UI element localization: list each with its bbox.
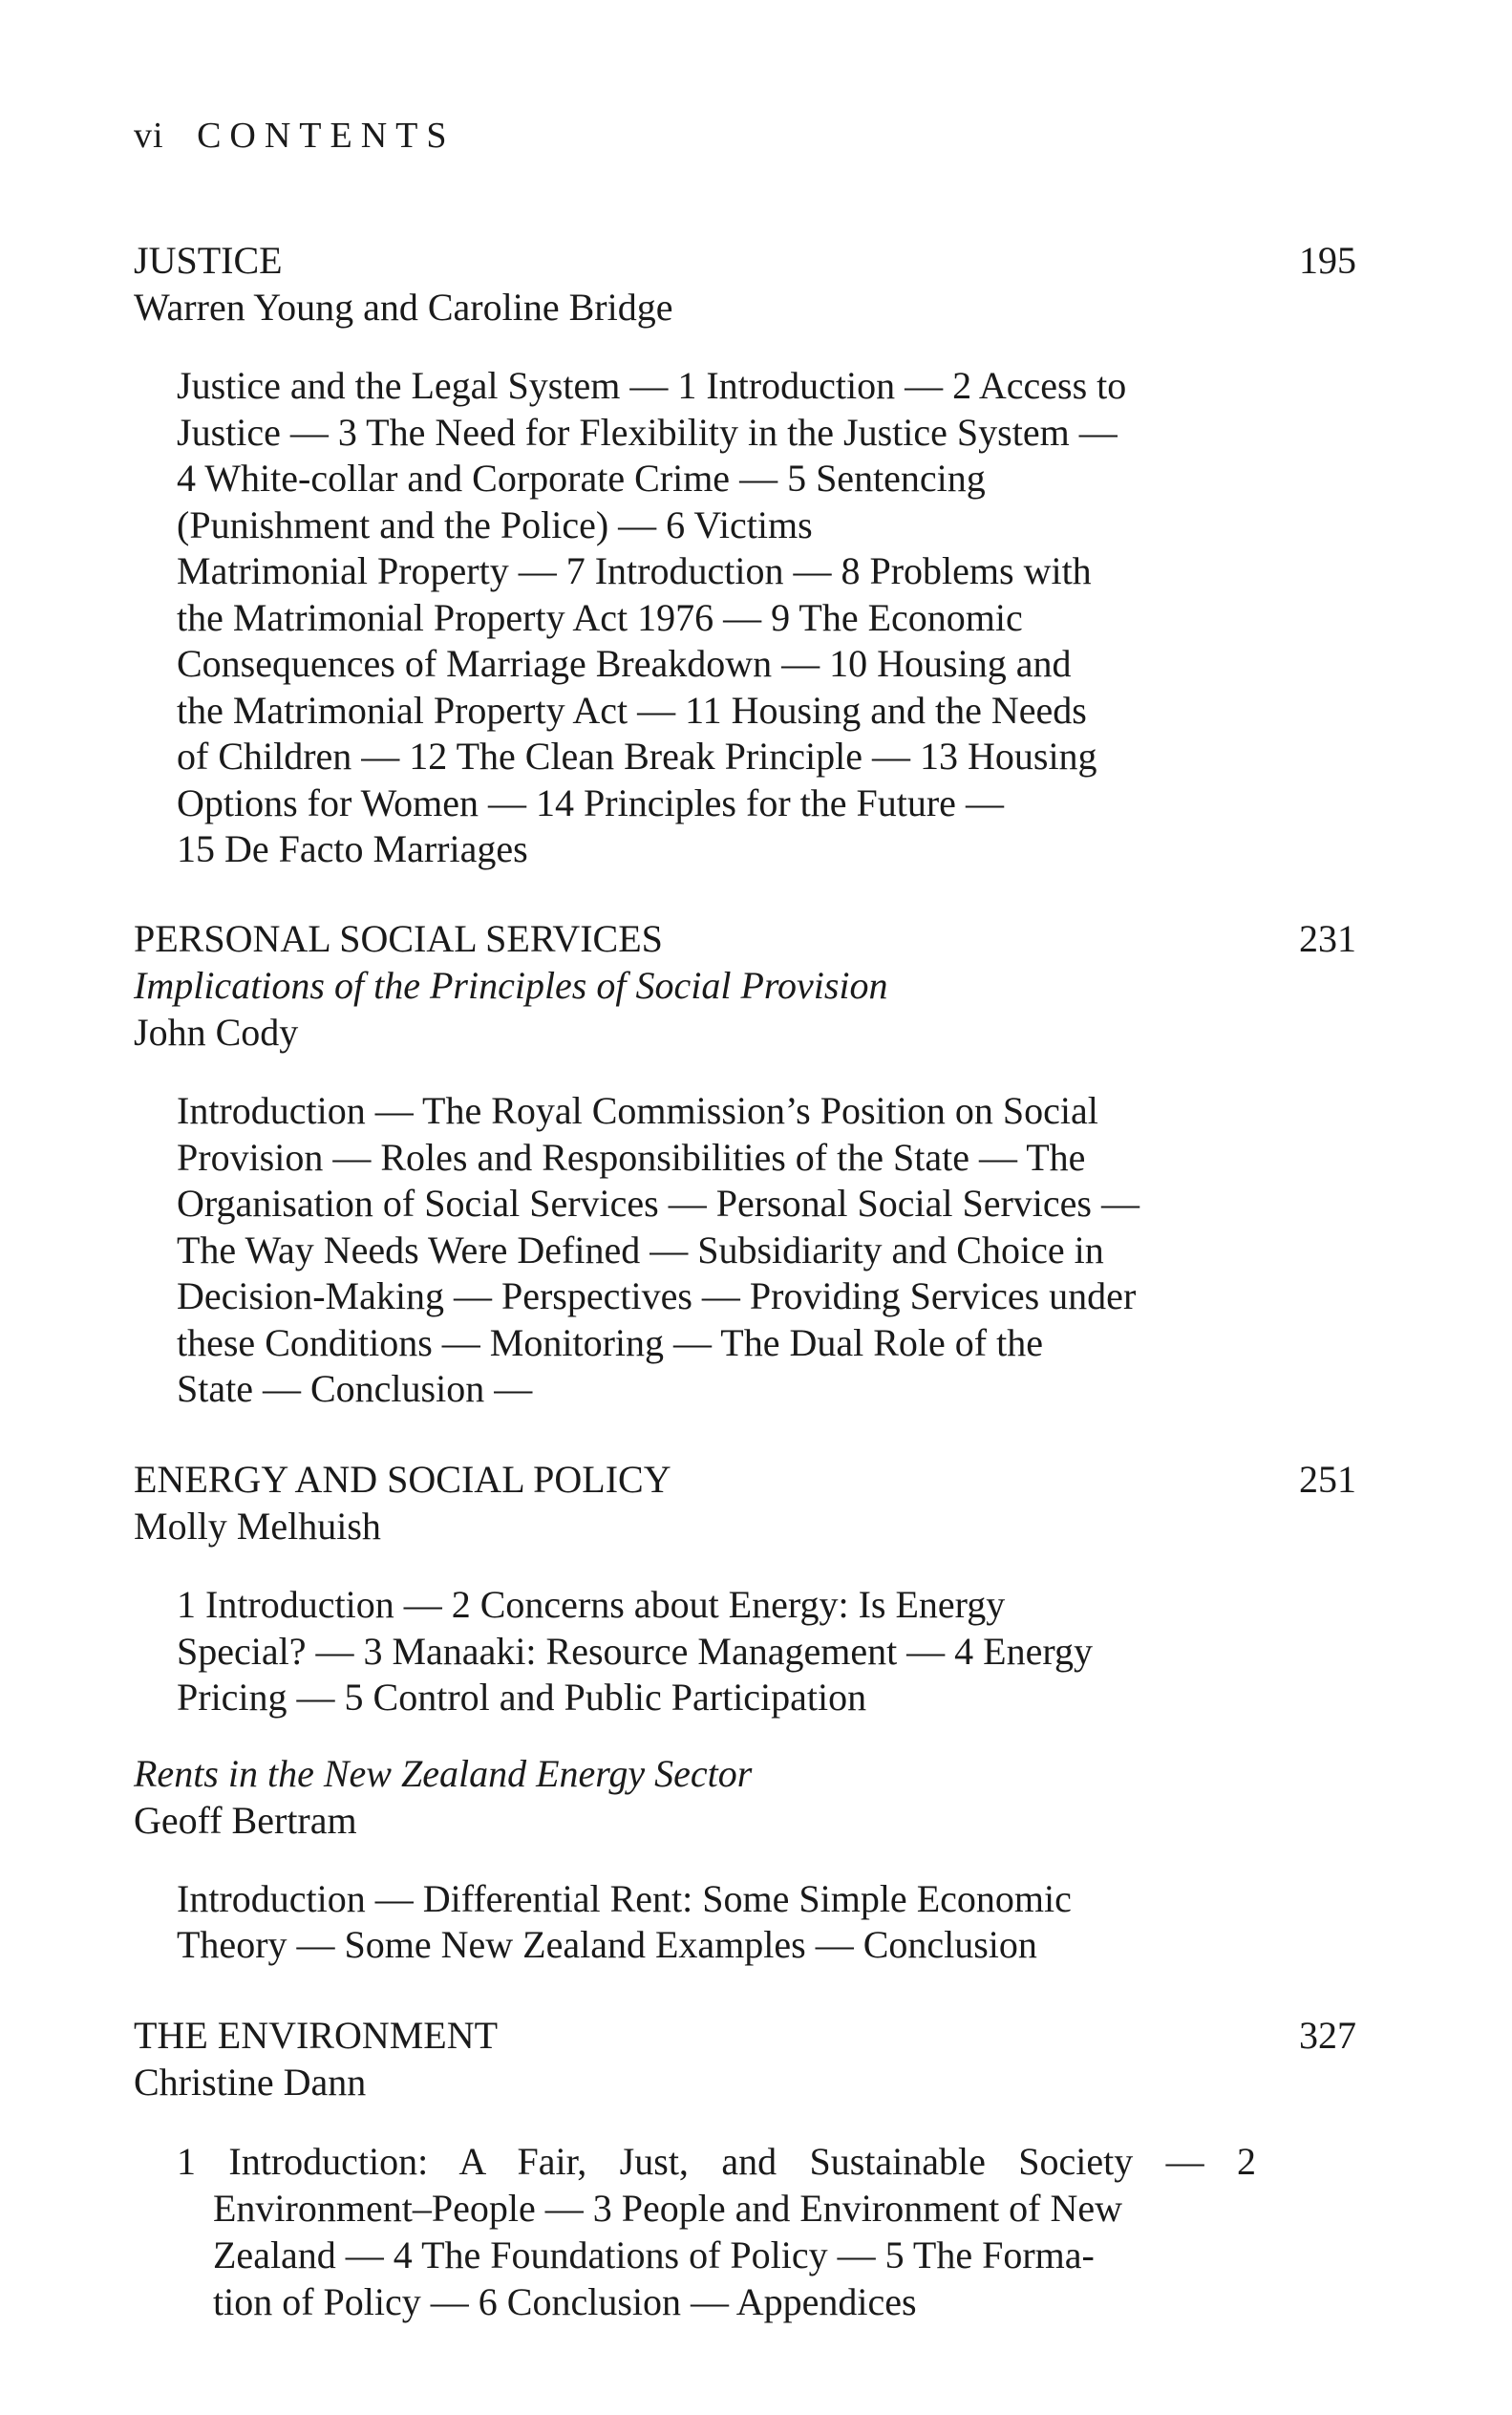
entry-summary bbox=[177, 363, 1261, 873]
summary-line: these Conditions — Monitoring — The Dual Role of the bbox=[177, 1320, 1043, 1364]
entry-summary bbox=[177, 1582, 1261, 1721]
summary-line: the Matrimonial Property Act — 11 Housing and the Needs bbox=[177, 688, 1087, 732]
page-folio: vi bbox=[134, 116, 164, 156]
entry-summary bbox=[177, 1088, 1261, 1413]
running-head bbox=[134, 115, 456, 157]
summary-line: Options for Women — 14 Principles for the Future — bbox=[177, 780, 1004, 824]
summary-line: Zealand — 4 The Foundations of Policy — 5 The Forma- bbox=[213, 2233, 1095, 2276]
sub-entry-summary bbox=[177, 1876, 1261, 1969]
entry-title: JUSTICE bbox=[134, 239, 283, 282]
entry-author: John Cody bbox=[134, 1011, 299, 1054]
summary-line: Pricing — 5 Control and Public Participation bbox=[177, 1676, 867, 1719]
summary-line: Special? — 3 Manaaki: Resource Management — 4 Energy bbox=[177, 1629, 1093, 1673]
toc-entry-the-environment bbox=[134, 2012, 1356, 2325]
summary-line: Justice and the Legal System — 1 Introduction — 2 Access to bbox=[177, 364, 1127, 407]
summary-line: State — Conclusion — bbox=[177, 1367, 533, 1410]
summary-line: Introduction — Differential Rent: Some Simple Economic bbox=[177, 1876, 1072, 1920]
summary-line: Organisation of Social Services — Personal Social Services — bbox=[177, 1182, 1139, 1225]
summary-line: of Children — 12 The Clean Break Principle — 13 Housing bbox=[177, 735, 1097, 778]
entry-title: THE ENVIRONMENT bbox=[134, 2014, 499, 2057]
sub-entry-author: Geoff Bertram bbox=[134, 1798, 357, 1842]
entry-subtitle: Implications of the Principles of Social Provision bbox=[134, 964, 888, 1007]
summary-line: Theory — Some New Zealand Examples — Conclusion bbox=[177, 1923, 1037, 1966]
entry-page-number: 251 bbox=[1299, 1458, 1356, 1501]
summary-line: 4 White-collar and Corporate Crime — 5 Sentencing bbox=[177, 457, 986, 500]
summary-line: Consequences of Marriage Breakdown — 10 Housing and bbox=[177, 642, 1072, 685]
toc-entry-personal-social-services bbox=[134, 915, 1356, 1413]
entry-author: Christine Dann bbox=[134, 2061, 367, 2104]
entry-page-number: 327 bbox=[1299, 2014, 1356, 2057]
sub-entry-subtitle: Rents in the New Zealand Energy Sector bbox=[134, 1751, 753, 1795]
summary-line: Matrimonial Property — 7 Introduction — 8 Problems with bbox=[177, 549, 1092, 592]
summary-line: Decision-Making — Perspectives — Providing Services under bbox=[177, 1274, 1137, 1317]
toc-entry-justice bbox=[134, 237, 1356, 873]
entry-page-number: 195 bbox=[1299, 239, 1356, 282]
summary-line: 1 Introduction: A Fair, Just, and Sustainable Society — 2 bbox=[177, 2140, 1256, 2183]
summary-line: the Matrimonial Property Act 1976 — 9 The Economic bbox=[177, 595, 1023, 639]
summary-line: tion of Policy — 6 Conclusion — Appendices bbox=[213, 2280, 917, 2323]
summary-line: 15 De Facto Marriages bbox=[177, 827, 528, 870]
entry-title: ENERGY AND SOCIAL POLICY bbox=[134, 1458, 671, 1501]
summary-line: (Punishment and the Police) — 6 Victims bbox=[177, 502, 813, 546]
entry-summary bbox=[177, 2138, 1256, 2325]
summary-line: Introduction — The Royal Commission’s Position on Social bbox=[177, 1089, 1098, 1132]
entry-author: Molly Melhuish bbox=[134, 1505, 381, 1548]
entry-page-number: 231 bbox=[1299, 917, 1356, 960]
summary-line: Justice — 3 The Need for Flexibility in the Justice System — bbox=[177, 410, 1118, 454]
running-head-title: CONTENTS bbox=[197, 116, 456, 156]
entry-author: Warren Young and Caroline Bridge bbox=[134, 286, 673, 329]
summary-line: 1 Introduction — 2 Concerns about Energy: Is Energy bbox=[177, 1583, 1006, 1626]
summary-line: The Way Needs Were Defined — Subsidiarity and Choice in bbox=[177, 1228, 1104, 1272]
entry-title: PERSONAL SOCIAL SERVICES bbox=[134, 917, 663, 960]
summary-line: Provision — Roles and Responsibilities of the State — The bbox=[177, 1135, 1086, 1179]
summary-line: Environment–People — 3 People and Environment of New bbox=[213, 2187, 1123, 2230]
toc-entry-energy-and-social-policy bbox=[134, 1456, 1356, 1969]
